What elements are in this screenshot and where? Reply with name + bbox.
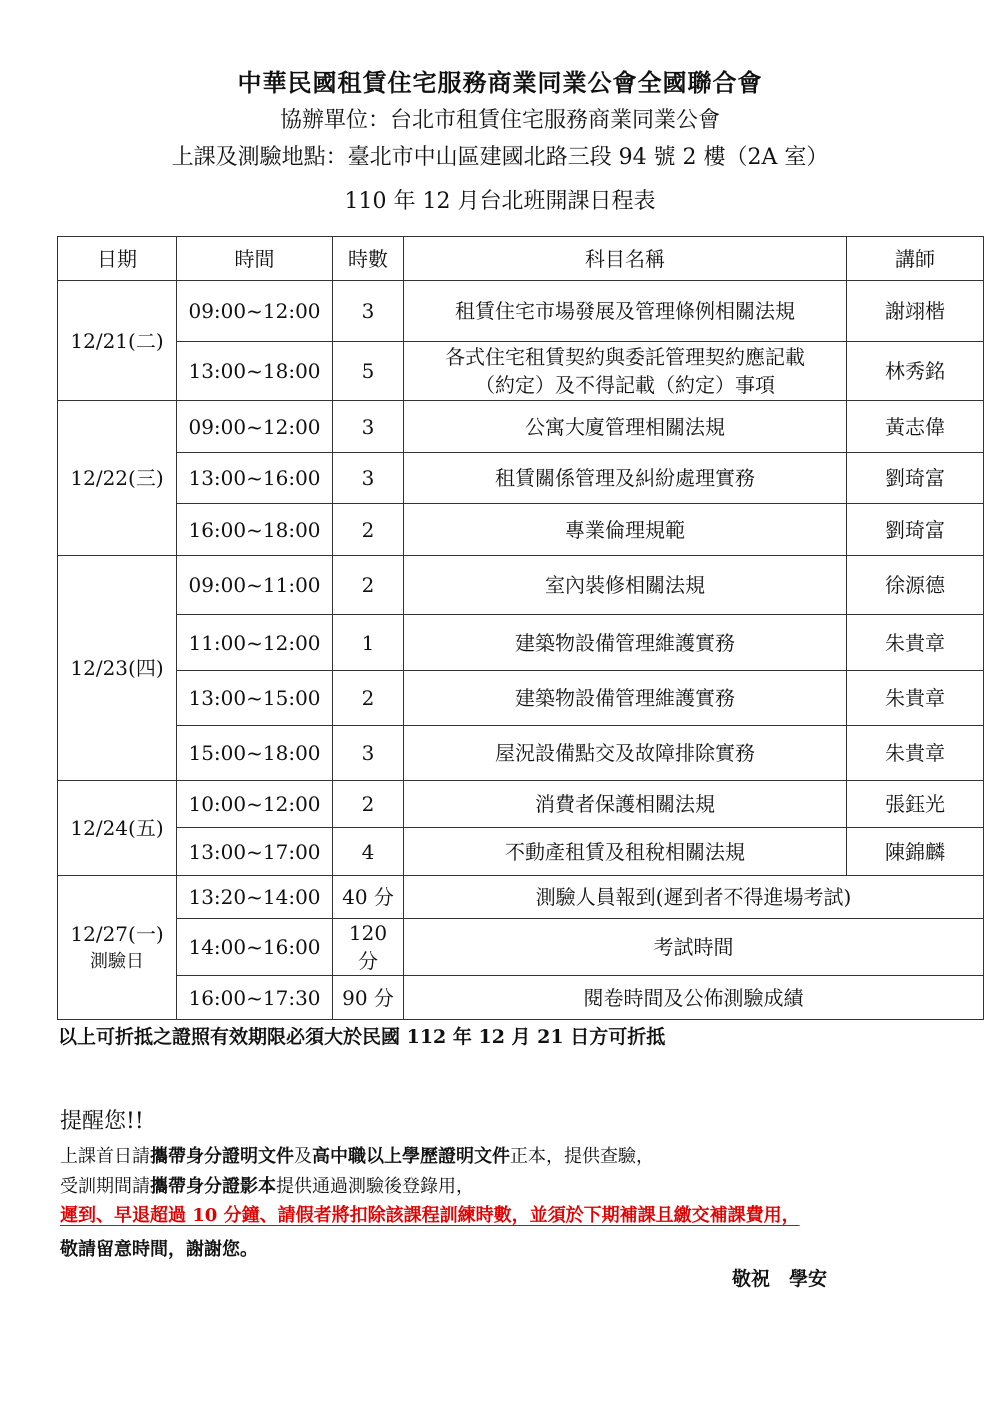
hours-cell: 3: [333, 726, 404, 781]
subject-cell: 建築物設備管理維護實務: [404, 615, 847, 671]
table-row: [58, 671, 984, 726]
exam-day-label: 測驗日: [90, 950, 144, 972]
hours-cell: 40 分: [333, 876, 404, 919]
table-row: [58, 781, 984, 828]
reminder-text: 提供通過測驗後登錄用，: [276, 1176, 474, 1197]
teacher-cell: 徐源德: [847, 556, 984, 615]
time-cell: 15:00~18:00: [177, 726, 333, 781]
time-cell: 09:00~12:00: [177, 281, 333, 342]
header-teacher: 講師: [847, 237, 984, 281]
hours-cell: 4: [333, 828, 404, 876]
signoff: 敬祝 學安: [732, 1268, 828, 1290]
location: 上課及測驗地點：臺北市中山區建國北路三段 94 號 2 樓（2A 室）: [171, 145, 829, 170]
exam-activity-cell: 測驗人員報到(遲到者不得進場考試): [404, 876, 984, 919]
exam-activity-cell: 閱卷時間及公佈測驗成績: [404, 976, 984, 1020]
exam-activity-cell: 考試時間: [404, 919, 984, 976]
validity-note: 以上可折抵之證照有效期限必須大於民國 112 年 12 月 21 日方可折抵: [58, 1026, 666, 1048]
time-cell: 11:00~12:00: [177, 615, 333, 671]
date-cell: 12/22(三): [58, 401, 177, 556]
table-row: [58, 453, 984, 504]
table-row: [58, 876, 984, 919]
teacher-cell: 謝翊楷: [847, 281, 984, 342]
subject-cell: 建築物設備管理維護實務: [404, 671, 847, 726]
reminder-text: 及: [294, 1146, 312, 1167]
hours-cell: 3: [333, 401, 404, 453]
hours-cell: 2: [333, 781, 404, 828]
table-row: [58, 976, 984, 1020]
teacher-cell: 黃志偉: [847, 401, 984, 453]
teacher-cell: 朱貴章: [847, 615, 984, 671]
teacher-cell: 朱貴章: [847, 726, 984, 781]
hours-cell: 3: [333, 453, 404, 504]
table-row: [58, 556, 984, 615]
header-time: 時間: [177, 237, 333, 281]
teacher-cell: 劉琦富: [847, 453, 984, 504]
reminder-line: [60, 1172, 474, 1198]
table-row: [58, 919, 984, 976]
schedule-table: [57, 236, 984, 1020]
reminder-emphasis: 攜帶身分證影本: [150, 1176, 276, 1197]
hours-cell: 90 分: [333, 976, 404, 1020]
table-row: [58, 726, 984, 781]
exam-date: 12/27(一): [70, 921, 164, 946]
hours-cell: 5: [333, 342, 404, 401]
time-cell: 09:00~12:00: [177, 401, 333, 453]
header-subject: 科目名稱: [404, 237, 847, 281]
time-cell: 14:00~16:00: [177, 919, 333, 976]
reminder-text: 正本，提供查驗，: [510, 1146, 654, 1167]
subject-cell: 公寓大廈管理相關法規: [404, 401, 847, 453]
subject-cell: [404, 342, 847, 401]
hours-cell: 2: [333, 556, 404, 615]
hours-cell: 2: [333, 504, 404, 556]
time-cell: 13:20~14:00: [177, 876, 333, 919]
co-organizer: 協辦單位：台北市租賃住宅服務商業同業公會: [279, 108, 720, 133]
time-cell: 13:00~15:00: [177, 671, 333, 726]
time-cell: 10:00~12:00: [177, 781, 333, 828]
reminder-text: 受訓期間請: [60, 1176, 150, 1197]
date-cell: [58, 876, 177, 1020]
date-cell: 12/21(二): [58, 281, 177, 401]
reminder-closing: 敬請留意時間，謝謝您。: [60, 1239, 258, 1260]
time-cell: 13:00~16:00: [177, 453, 333, 504]
subject-cell: 消費者保護相關法規: [404, 781, 847, 828]
hours-cell: 120 分: [333, 919, 404, 976]
table-row: [58, 281, 984, 342]
reminder-emphasis: 高中職以上學歷證明文件: [312, 1146, 510, 1167]
subject-cell: 租賃住宅市場發展及管理條例相關法規: [404, 281, 847, 342]
reminder-line: [60, 1142, 654, 1168]
subject-cell: 專業倫理規範: [404, 504, 847, 556]
subject-cell: 不動產租賃及租稅相關法規: [404, 828, 847, 876]
schedule-title: 110 年 12 月台北班開課日程表: [344, 189, 656, 214]
table-row: [58, 615, 984, 671]
table-header-row: [58, 237, 984, 281]
table-row: [58, 504, 984, 556]
subject-line: （約定）及不得記載（約定）事項: [475, 373, 775, 397]
reminder-warning: 遲到、早退超過 10 分鐘、請假者將扣除該課程訓練時數，並須於下期補課且繳交補課費用，: [60, 1205, 800, 1226]
date-cell: 12/23(四): [58, 556, 177, 781]
time-cell: 13:00~17:00: [177, 828, 333, 876]
hours-cell: 1: [333, 615, 404, 671]
teacher-cell: 張鈺光: [847, 781, 984, 828]
teacher-cell: 林秀銘: [847, 342, 984, 401]
time-cell: 09:00~11:00: [177, 556, 333, 615]
subject-cell: 室內裝修相關法規: [404, 556, 847, 615]
date-cell: 12/24(五): [58, 781, 177, 876]
time-cell: 13:00~18:00: [177, 342, 333, 401]
teacher-cell: 陳錦麟: [847, 828, 984, 876]
hours-cell: 2: [333, 671, 404, 726]
reminder-text: 上課首日請: [60, 1146, 150, 1167]
subject-line: 各式住宅租賃契約與委託管理契約應記載: [445, 345, 805, 369]
reminder-heading: 提醒您!!: [60, 1109, 144, 1134]
organization-title: 中華民國租賃住宅服務商業同業公會全國聯合會: [237, 68, 763, 97]
time-cell: 16:00~18:00: [177, 504, 333, 556]
teacher-cell: 劉琦富: [847, 504, 984, 556]
teacher-cell: 朱貴章: [847, 671, 984, 726]
header-date: 日期: [58, 237, 177, 281]
reminder-emphasis: 攜帶身分證明文件: [150, 1146, 294, 1167]
table-row: [58, 342, 984, 401]
table-row: [58, 828, 984, 876]
subject-cell: 屋況設備點交及故障排除實務: [404, 726, 847, 781]
header-hours: 時數: [333, 237, 404, 281]
table-row: [58, 401, 984, 453]
subject-cell: 租賃關係管理及糾紛處理實務: [404, 453, 847, 504]
time-cell: 16:00~17:30: [177, 976, 333, 1020]
hours-cell: 3: [333, 281, 404, 342]
